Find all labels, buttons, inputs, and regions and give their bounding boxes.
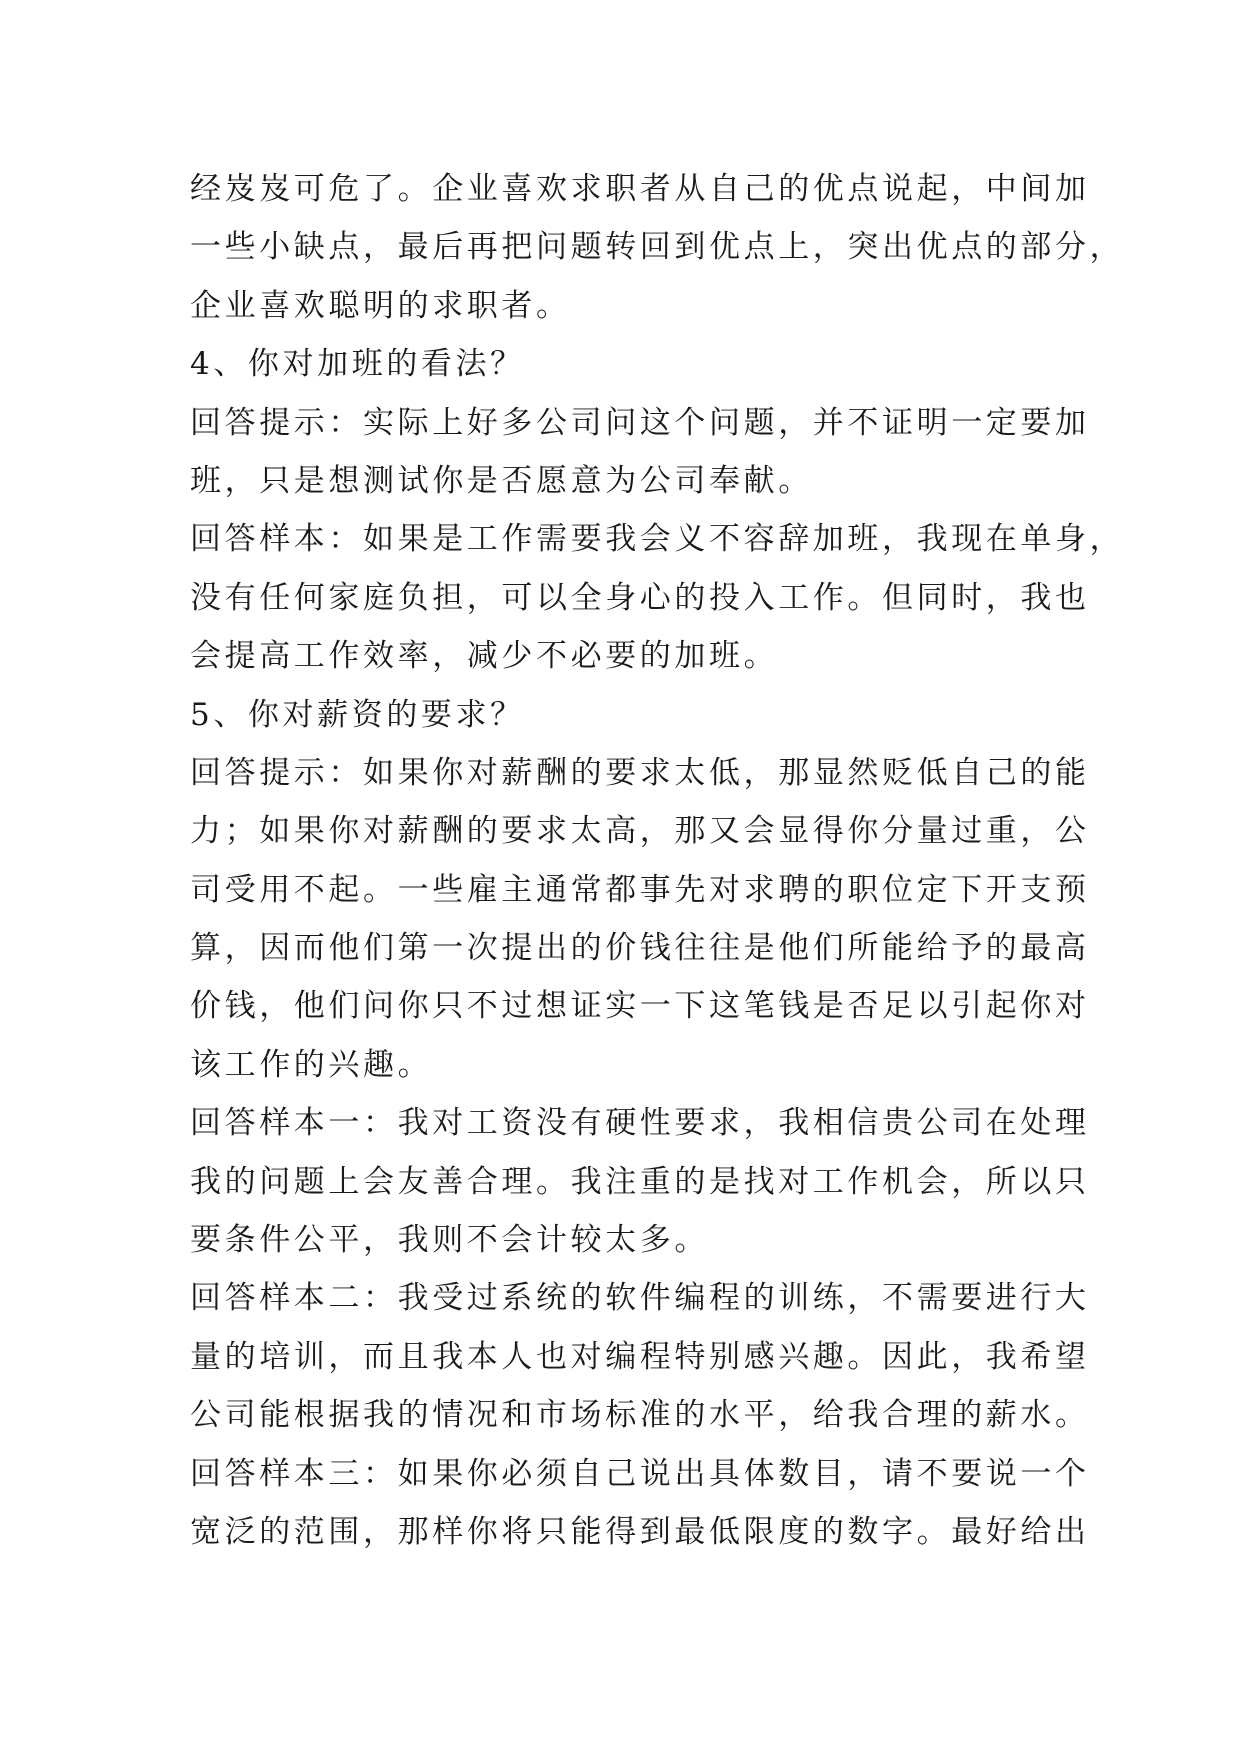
text-line: 回答样本一：我对工资没有硬性要求，我相信贵公司在处理 [190, 1105, 1090, 1142]
text-line: 企业喜欢聪明的求职者。 [190, 287, 571, 324]
text-line: 班，只是想测试你是否愿意为公司奉献。 [190, 462, 813, 499]
body-text [190, 160, 1125, 1561]
text-line: 我的问题上会友善合理。我注重的是找对工作机会，所以只 [190, 1163, 1090, 1200]
text-line: 一些小缺点，最后再把问题转回到优点上，突出优点的部分， [190, 229, 1125, 266]
text-line: 该工作的兴趣。 [190, 1046, 433, 1083]
text-line: 经岌岌可危了。企业喜欢求职者从自己的优点说起，中间加 [190, 171, 1090, 207]
text-line: 没有任何家庭负担，可以全身心的投入工作。但同时，我也 [190, 579, 1090, 616]
question-heading: 5、你对薪资的要求？ [190, 696, 525, 733]
text-line: 回答提示：如果你对薪酬的要求太低，那显然贬低自己的能 [190, 754, 1090, 791]
text-line: 回答样本二：我受过系统的软件编程的训练，不需要进行大 [190, 1280, 1090, 1317]
text-line: 公司能根据我的情况和市场标准的水平，给我合理的薪水。 [190, 1397, 1090, 1434]
text-line: 算，因而他们第一次提出的价钱往往是他们所能给予的最高 [190, 930, 1090, 967]
text-line: 司受用不起。一些雇主通常都事先对求聘的职位定下开支预 [190, 871, 1090, 908]
question-heading: 4、你对加班的看法？ [190, 346, 525, 383]
text-line: 回答样本：如果是工作需要我会义不容辞加班，我现在单身， [190, 521, 1125, 558]
text-line: 要条件公平，我则不会计较太多。 [190, 1222, 709, 1259]
text-line: 宽泛的范围，那样你将只能得到最低限度的数字。最好给出 [190, 1513, 1090, 1550]
text-line: 价钱，他们问你只不过想证实一下这笔钱是否足以引起你对 [190, 988, 1090, 1025]
text-line: 量的培训，而且我本人也对编程特别感兴趣。因此，我希望 [190, 1338, 1090, 1375]
text-line: 回答提示：实际上好多公司问这个问题，并不证明一定要加 [190, 404, 1090, 441]
text-line: 回答样本三：如果你必须自己说出具体数目，请不要说一个 [190, 1455, 1090, 1492]
text-line: 力；如果你对薪酬的要求太高，那又会显得你分量过重，公 [190, 813, 1090, 850]
text-line: 会提高工作效率，减少不必要的加班。 [190, 638, 779, 675]
